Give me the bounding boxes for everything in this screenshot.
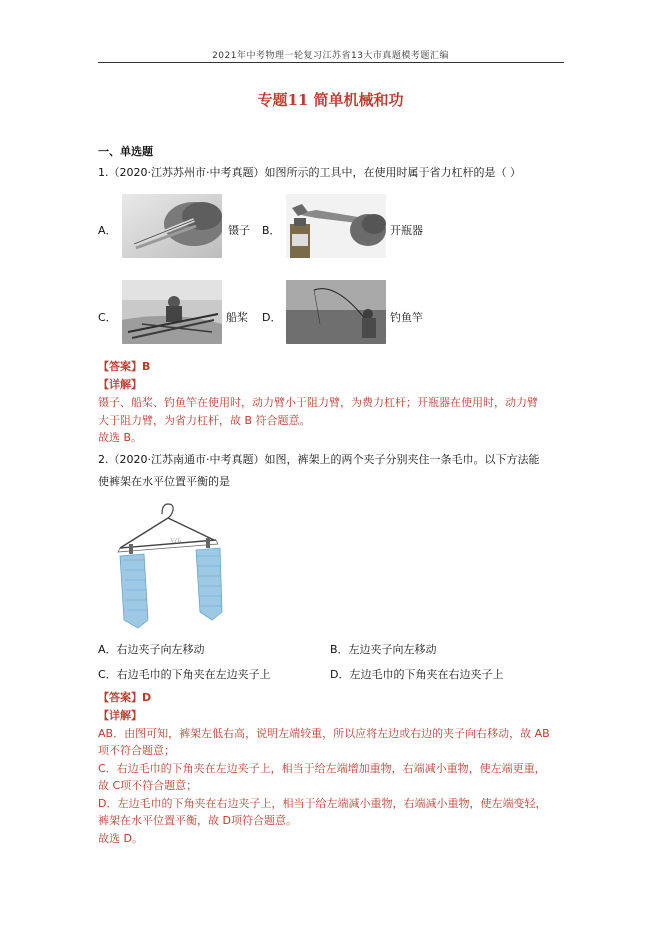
svg-text:左/右: 左/右 xyxy=(170,538,182,544)
tweezers-image xyxy=(122,194,222,258)
q2-option-a xyxy=(98,640,205,659)
header-divider xyxy=(98,62,564,63)
question-2-stem-line-1: 2.（2020·江苏南通市·中考真题）如图，裤架上的两个夹子分别夹住一条毛巾。以下方法能 xyxy=(98,453,540,466)
q2-option-c xyxy=(98,665,271,684)
question-1-stem: 1.（2020·江苏苏州市·中考真题）如图所示的工具中，在使用时属于省力杠杆的是（ ） xyxy=(98,166,521,179)
q2-detail-line-7: 故选 D。 xyxy=(98,832,143,845)
q2-option-d xyxy=(330,665,503,684)
page-title: 专题11 简单机械和功 xyxy=(257,91,404,109)
q2-detail-line-6: 裤架在水平位置平衡，故 D项符合题意。 xyxy=(98,814,297,827)
bottle-opener-photo xyxy=(286,194,386,258)
q1-detail-label: 【详解】 xyxy=(98,378,142,391)
hanger-figure xyxy=(110,500,230,632)
page-header: 2021年中考物理一轮复习江苏省13大市真题模考题汇编 xyxy=(212,51,449,61)
q1-option-c-letter: C． xyxy=(98,311,117,324)
q2-option-d-text: 左边毛巾的下角夹在右边夹子上 xyxy=(349,668,504,681)
q1-option-c-caption: 船桨 xyxy=(226,311,248,324)
q2-detail-line-2: 项不符合题意； xyxy=(98,744,175,757)
q1-answer: 【答案】B xyxy=(98,360,151,373)
q1-detail-line-3: 故选 B。 xyxy=(98,431,143,444)
q1-option-b-letter: B． xyxy=(262,224,281,237)
q2-option-d-letter: D． xyxy=(330,668,350,681)
q1-option-a-caption: 镊子 xyxy=(228,224,250,237)
q2-detail-line-4: 故 C项不符合题意； xyxy=(98,779,198,792)
hanger-towels-image xyxy=(110,500,230,632)
q2-option-a-letter: A． xyxy=(98,643,117,656)
q2-option-b-text: 左边夹子向左移动 xyxy=(348,643,437,656)
q2-detail-line-1: AB．由图可知，裤架左低右高，说明左端较重，所以应将左边或右边的夹子向右移动，故 AB xyxy=(98,727,550,740)
q1-option-a-letter: A． xyxy=(98,224,117,237)
q2-option-b xyxy=(330,640,437,659)
q2-detail-line-5: D．左边毛巾的下角夹在右边夹子上，相当于给左端减小重物，右端减小重物，使左端变轻， xyxy=(98,797,547,810)
fishing-rod-photo xyxy=(286,280,386,344)
question-2-stem-line-2: 使裤架在水平位置平衡的是 xyxy=(98,475,230,488)
rowing-photo xyxy=(122,280,222,344)
q2-answer: 【答案】D xyxy=(98,691,152,704)
q2-option-c-letter: C． xyxy=(98,668,117,681)
q1-detail-line-1: 镊子、船桨、钓鱼竿在使用时，动力臂小于阻力臂，为费力杠杆；开瓶器在使用时，动力臂 xyxy=(98,396,538,409)
q2-detail-line-3: C．右边毛巾的下角夹在左边夹子上，相当于给左端增加重物，右端减小重物，使左端更重， xyxy=(98,762,546,775)
bottle-opener-image xyxy=(286,194,386,258)
q1-option-d-caption: 钓鱼竿 xyxy=(390,311,423,324)
section-heading: 一、单选题 xyxy=(98,145,153,158)
rowing-image xyxy=(122,280,222,344)
q1-option-b-caption: 开瓶器 xyxy=(390,224,423,237)
q2-option-b-letter: B． xyxy=(330,643,349,656)
fishing-rod-image xyxy=(286,280,386,344)
q1-detail-line-2: 大于阻力臂，为省力杠杆，故 B 符合题意。 xyxy=(98,414,311,427)
q1-option-d-letter: D． xyxy=(262,311,282,324)
q2-detail-label: 【详解】 xyxy=(98,709,142,722)
q2-option-a-text: 右边夹子向左移动 xyxy=(116,643,205,656)
q2-option-c-text: 右边毛巾的下角夹在左边夹子上 xyxy=(116,668,271,681)
tweezers-photo xyxy=(122,194,222,258)
